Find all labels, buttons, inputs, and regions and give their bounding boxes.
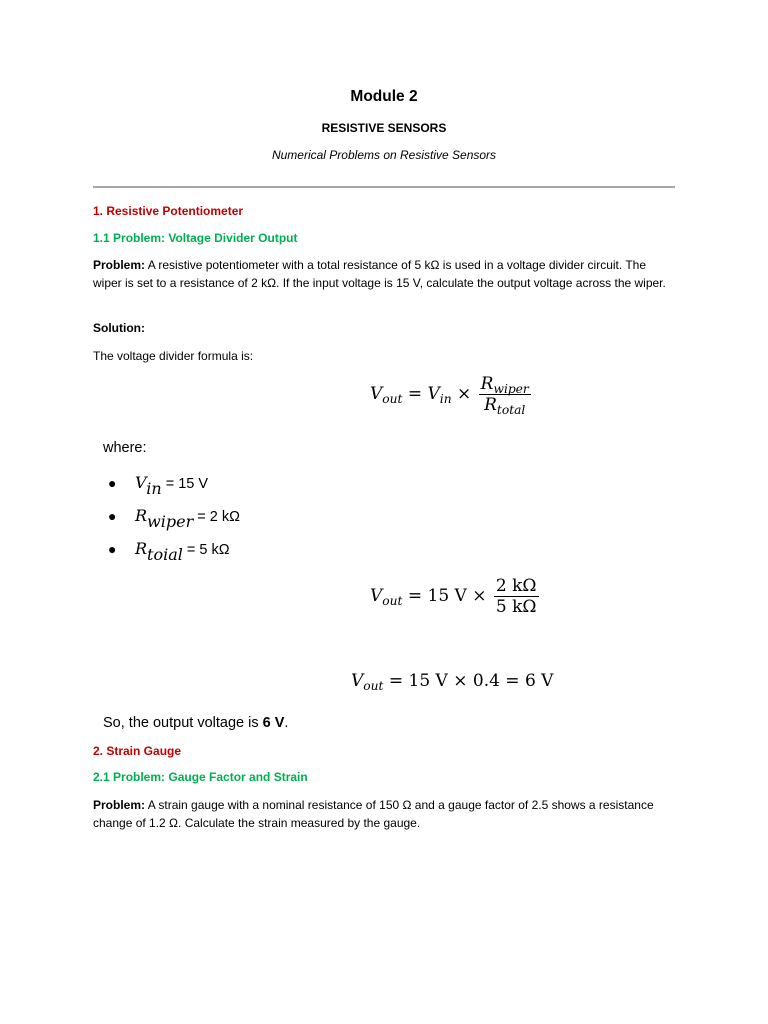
list-item: ● Rtoial = 5 kΩ	[108, 539, 230, 564]
formula-vin-sub: in	[439, 392, 452, 407]
where-label: where:	[103, 440, 147, 456]
list-item: ● Rwiper = 2 kΩ	[108, 506, 240, 531]
problem-label: Problem:	[93, 258, 146, 272]
module-subtitle: RESISTIVE SENSORS	[321, 121, 447, 135]
formula-lhs-sub: out	[382, 392, 403, 407]
formula-fraction	[479, 374, 531, 418]
variable-list	[103, 471, 240, 570]
step1-fraction: $\frac{2 k\Omega}{5 k\Omega}$	[495, 576, 537, 617]
formula-den-sub: total	[496, 403, 526, 418]
horizontal-divider	[93, 186, 675, 188]
section1-problem-paragraph	[93, 257, 675, 292]
formula-num-sub: wiper	[493, 382, 529, 397]
conclusion: So, the output voltage is 6 V.	[103, 715, 289, 731]
formula-intro: The voltage divider formula is:	[93, 349, 254, 363]
voltage-divider-formula: $V_{out} = V_{in}$ × $\frac{R_{wiper}}{R_{total}}$	[370, 374, 529, 418]
module-tagline: Numerical Problems on Resistive Sensors	[271, 148, 497, 162]
module-title: Module 2	[350, 88, 418, 105]
section2-heading: 2. Strain Gauge	[93, 744, 182, 758]
section2-problem-heading: 2.1 Problem: Gauge Factor and Strain	[93, 770, 308, 784]
section1-problem-heading: 1.1 Problem: Voltage Divider Output	[93, 231, 298, 245]
formula-num: R	[480, 374, 494, 394]
formula-den: R	[484, 395, 497, 415]
formula-lhs: V	[370, 384, 383, 404]
solution-label: Solution:	[93, 321, 145, 335]
section2-problem-paragraph: Problem: A strain gauge with a nominal resistance of 150 Ω and a gauge factor of 2.5 shows a resistance change of 1.2 Ω. Calculate the strain measured by the gauge.	[93, 798, 654, 830]
calculation-step-2: $V_{out} = 15$ V × 0.4 = 6 V	[351, 671, 554, 694]
calculation-step-1: $V_{out} = 15$ V × $\frac{2 k\Omega}{5 k\Omega}$	[370, 576, 537, 617]
list-item: ● Vin = 15 V	[108, 473, 209, 498]
section1-heading: 1. Resistive Potentiometer	[93, 204, 244, 218]
problem-text: A resistive potentiometer with a total resistance of 5 kΩ is used in a voltage divider circuit. The wiper is set to a resistance of 2 kΩ. If the input voltage is 15 V, calculate the output voltage across the wiper.	[93, 258, 666, 290]
formula-vin: V	[427, 384, 440, 404]
